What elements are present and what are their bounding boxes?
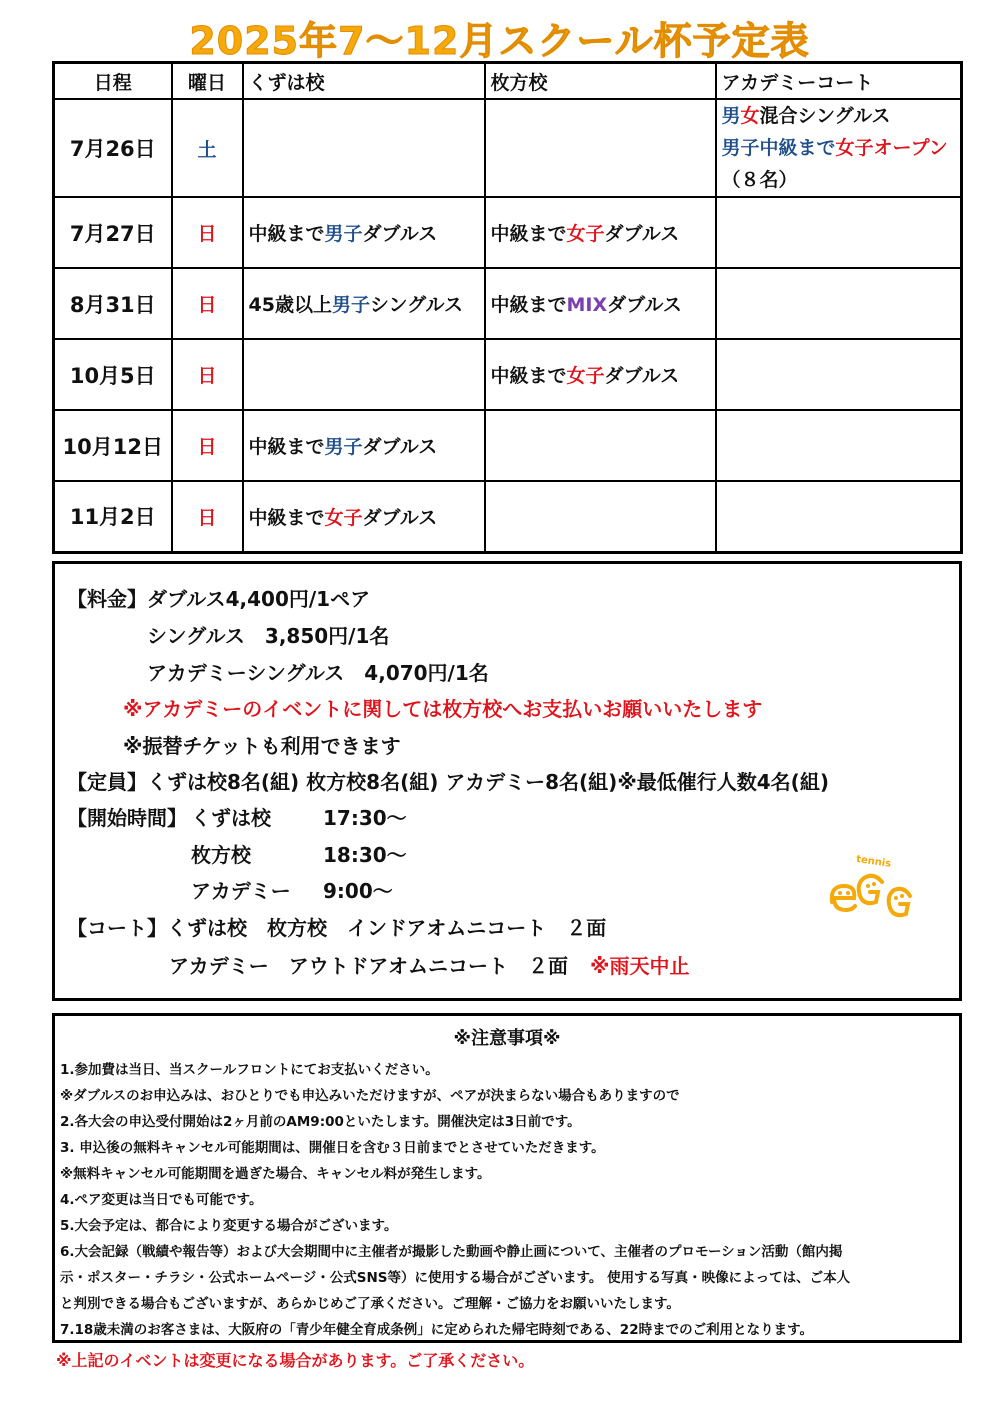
hirakata-cell	[485, 410, 716, 481]
note-line: 4.ペア変更は当日でも可能です。	[60, 1192, 263, 1208]
weekday-cell: 土	[172, 99, 243, 197]
kuzuha-cell	[243, 197, 485, 268]
cell-text: 中級まで	[248, 223, 325, 245]
header-cell: 曜日	[172, 63, 243, 100]
cell-text: ダブルス	[362, 436, 438, 458]
fee-doubles: ダブルス4,400円/1ペア	[147, 587, 371, 611]
note-line: 示・ポスター・チラシ・公式ホームページ・公式SNS等）に使用する場合がございます。 使用する写真・映像によっては、ご本人	[60, 1270, 851, 1286]
hirakata-cell	[485, 197, 716, 268]
hirakata-cell	[485, 339, 716, 410]
cell-text: ダブルス	[362, 506, 438, 529]
date-cell: 10月5日	[54, 339, 172, 410]
footer-note: ※上記のイベントは変更になる場合があります。ご了承ください。	[56, 1351, 535, 1370]
kuzuha-cell	[243, 410, 485, 481]
note-line: と判別できる場合もございますが、あらかじめご了承ください。ご理解・ご協力をお願いいたします。	[60, 1296, 680, 1312]
capacity-line: 【定員】くずは校8名(組) 枚方校8名(組) アカデミー8名(組)※最低催行人数4名(組)	[67, 770, 829, 794]
cell-text: 中級まで	[490, 365, 567, 387]
weekday-cell: 日	[172, 410, 243, 481]
cell-text: （８名）	[721, 169, 798, 191]
kuzuha-cell	[243, 268, 485, 339]
header-cell: くずは校	[243, 63, 485, 100]
academy-line	[722, 164, 961, 196]
cell-text: ダブルス	[362, 223, 438, 245]
note-line: 5.大会予定は、都合により変更する場合がございます。	[60, 1218, 398, 1234]
fee-note: ※振替チケットも利用できます	[123, 734, 401, 758]
start-time-kuzuha: 17:30～	[323, 806, 407, 830]
cell-text: シングルス	[369, 294, 463, 316]
date-cell: 10月12日	[54, 410, 172, 481]
cell-text: ダブルス	[604, 365, 680, 387]
cell-text: 女	[740, 105, 760, 127]
logo-tennis-text: tennis	[855, 853, 892, 870]
header-cell: アカデミーコート	[716, 63, 962, 100]
note-line: 3. 申込後の無料キャンセル可能期間は、開催日を含む３日前までとさせていただきます。	[60, 1140, 605, 1156]
header-cell: 枚方校	[485, 63, 716, 100]
cell-text: 中級まで	[490, 223, 567, 245]
kuzuha-cell	[243, 339, 485, 410]
start-time-academy: 9:00～	[323, 879, 393, 903]
info-box	[52, 561, 962, 1001]
table-row	[54, 481, 962, 552]
weekday-cell: 日	[172, 268, 243, 339]
start-place-kuzuha: くずは校	[191, 806, 271, 830]
note-line: ※ダブルスのお申込みは、おひとりでも申込みいただけますが、ペアが決まらない場合もありますので	[60, 1088, 680, 1104]
table-row	[54, 268, 962, 339]
notes-heading: ※注意事項※	[453, 1028, 561, 1049]
kuzuha-cell	[243, 481, 485, 552]
start-time-hirakata: 18:30～	[323, 843, 407, 867]
date-cell: 7月26日	[54, 99, 172, 197]
note-line: 7.18歳未満のお客さまは、大阪府の「青少年健全育成条例」に定められた帰宅時刻である、22時までのご利用となります。	[60, 1322, 814, 1338]
academy-line	[722, 100, 961, 132]
cell-text: 中級まで	[248, 436, 325, 458]
academy-cell	[716, 197, 962, 268]
hirakata-cell	[485, 268, 716, 339]
cell-text: ダブルス	[607, 294, 682, 316]
weekday-cell: 日	[172, 481, 243, 552]
note-line: 2.各大会の申込受付開始は2ヶ月前のAM9:00といたします。開催決定は3日前です。	[60, 1114, 581, 1130]
notes-box	[52, 1013, 962, 1343]
court-line-1: 【コート】くずは校 枚方校 インドアオムニコート ２面	[67, 916, 607, 940]
page-title: 2025年7～12月スクール杯予定表	[189, 19, 810, 63]
court-rain: ※雨天中止	[590, 954, 690, 978]
egg-logo	[826, 852, 918, 932]
academy-cell	[716, 99, 962, 197]
weekday-cell: 日	[172, 197, 243, 268]
weekday-cell: 日	[172, 339, 243, 410]
table-row	[54, 99, 962, 197]
cell-text: ダブルス	[604, 223, 680, 245]
academy-cell	[716, 339, 962, 410]
cell-text: 女子オープン	[835, 137, 948, 159]
fee-note-red: ※アカデミーのイベントに関しては枚方校へお支払いお願いいたします	[123, 697, 763, 721]
hirakata-cell	[485, 99, 716, 197]
cell-text: 男子	[324, 223, 363, 245]
table-row	[54, 410, 962, 481]
schedule-header-row	[54, 63, 962, 100]
cell-text: 45歳以上	[248, 294, 332, 316]
date-cell: 8月31日	[54, 268, 172, 339]
cell-text: 女子	[566, 223, 605, 245]
note-line: 6.大会記録（戦績や報告等）および大会期間中に主催者が撮影した動画や静止画について、主催者のプロモーション活動（館内掲	[60, 1244, 843, 1260]
academy-cell	[716, 410, 962, 481]
cell-text: 男	[721, 105, 741, 127]
cell-text: 女子	[324, 506, 363, 529]
hirakata-cell	[485, 481, 716, 552]
start-place-hirakata: 枚方校	[191, 843, 251, 867]
cell-text: 男子	[331, 294, 370, 316]
cell-text: 中級まで	[490, 294, 567, 316]
cell-text: MIX	[566, 294, 608, 316]
date-cell: 11月2日	[54, 481, 172, 552]
kuzuha-cell	[243, 99, 485, 197]
academy-line	[722, 132, 961, 164]
header-cell: 日程	[54, 63, 172, 100]
note-line: ※無料キャンセル可能期間を過ぎた場合、キャンセル料が発生します。	[60, 1166, 491, 1182]
court-line-2: アカデミー アウトドアオムニコート ２面	[169, 954, 568, 978]
fee-academy: アカデミーシングルス 4,070円/1名	[147, 661, 489, 685]
cell-text: 混合シングルス	[759, 105, 891, 127]
fee-label: 【料金】	[67, 587, 147, 611]
date-cell: 7月27日	[54, 197, 172, 268]
fee-singles: シングルス 3,850円/1名	[147, 624, 390, 648]
academy-cell	[716, 268, 962, 339]
table-row	[54, 197, 962, 268]
start-place-academy: アカデミー	[191, 879, 291, 903]
table-row	[54, 339, 962, 410]
cell-text: 男子中級まで	[721, 137, 836, 159]
schedule-table	[52, 61, 963, 554]
start-label: 【開始時間】	[67, 806, 187, 830]
cell-text: 女子	[566, 365, 605, 387]
note-line: 1.参加費は当日、当スクールフロントにてお支払いください。	[60, 1062, 439, 1078]
cell-text: 中級まで	[248, 506, 325, 529]
academy-cell	[716, 481, 962, 552]
cell-text: 男子	[324, 436, 363, 458]
